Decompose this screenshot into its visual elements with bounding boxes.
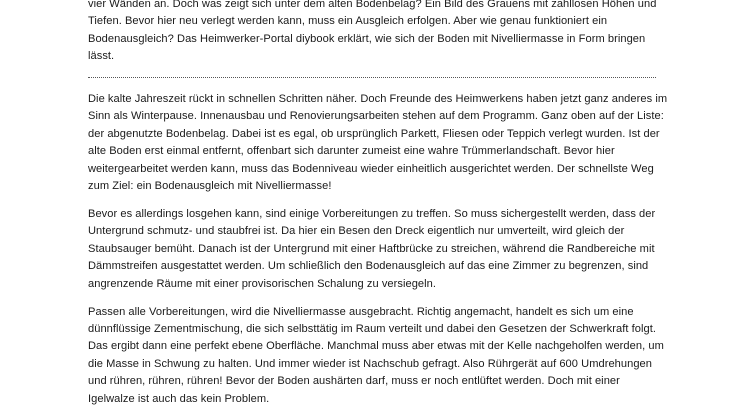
article-body [88,91,668,408]
dotted-divider [88,77,656,78]
intro-section [88,0,668,66]
body-paragraph-2: Bevor es allerdings losgehen kann, sind einige Vorbereitungen zu treffen. So muss sichergestellt werden, dass der Untergrund schmutz- und staubfrei ist. Da hier ein Besen den Dreck eigentlich nur umverteilt, wird gleich der Staubsauger bemüht. Danach ist der Untergrund mit einer Haftbrücke zu streichen, während die Randbereiche mit Dämmstreifen ausgestattet werden. Um schließlich den Bodenausgleich auf das eine Zimmer zu begrenzen, sind angrenzende Räume mit einer provisorischen Schalung zu versiegeln. [88,208,656,290]
body-paragraph-1: Die kalte Jahreszeit rückt in schnellen Schritten näher. Doch Freunde des Heimwerkens haben jetzt ganz anderes im Sinn als Winterpause. Innenausbau und Renovierungsarbeiten stehen auf dem Programm. Ganz oben auf der Liste: der abgenutzte Bodenbelag. Dabei ist es egal, ob ursprünglich Parkett, Fliesen oder Teppich verlegt wurden. Ist der alte Boden erst einmal entfernt, offenbart sich darunter zumeist eine wahre Trümmerlandschaft. Bevor hier weitergearbeitet werden kann, muss das Bodenniveau wieder einheitlich ausgerichtet werden. Der schnellste Weg zum Ziel: ein Bodenausgleich mit Nivelliermasse! [88,93,668,193]
intro-paragraph: vier Wänden an. Doch was zeigt sich unter dem alten Bodenbelag? Ein Bild des Grauens mit zahllosen Höhen und Tiefen. Bevor hier neu verlegt werden kann, muss ein Ausgleich erfolgen. Aber wie genau funktioniert ein Bodenausgleich? Das Heimwerker-Portal diybook erklärt, wie sich der Boden mit Nivelliermasse in Form bringen lässt. [88,0,657,63]
body-paragraph-3: Passen alle Vorbereitungen, wird die Nivelliermasse ausgebracht. Richtig angemacht, handelt es sich um eine dünnflüssige Zementmischung, die sich selbsttätig im Raum verteilt und dabei den Gesetzen der Schwerkraft folgt. Das ergibt dann eine perfekt ebene Oberfläche. Manchmal muss aber etwas mit der Kelle nachgeholfen werden, um die Masse in Schwung zu halten. Und immer wieder ist Nachschub gefragt. Also Rührgerät auf 600 Umdrehungen und rühren, rühren, rühren! Bevor der Boden aushärten darf, muss er noch entlüftet werden. Doch mit einer Igelwalze ist auch das kein Problem. [88,305,664,405]
